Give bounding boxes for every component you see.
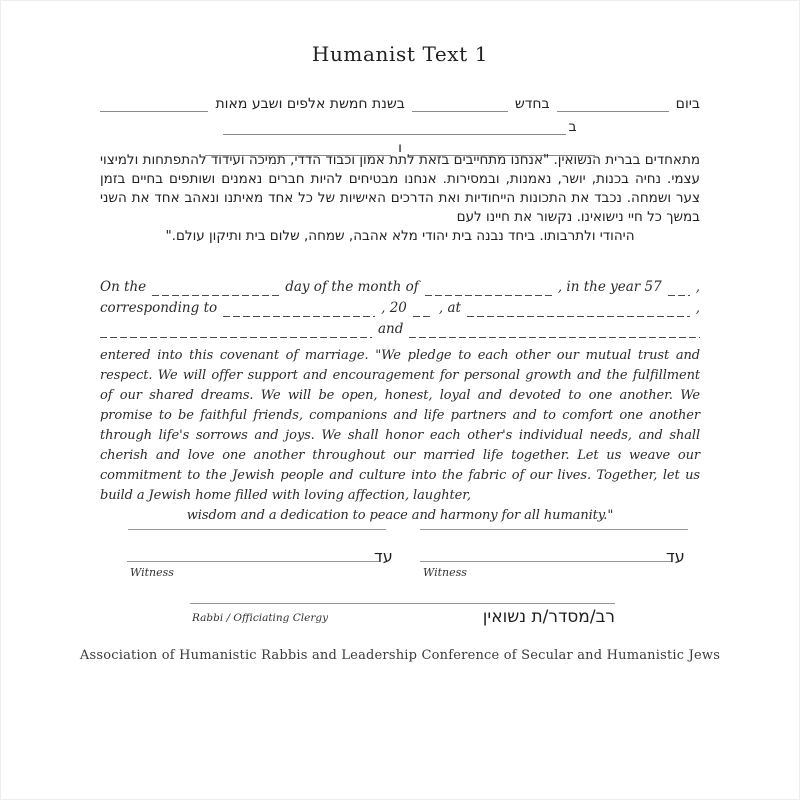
english-names-row [100, 321, 700, 338]
spouse2-signature-line[interactable] [420, 529, 688, 530]
hebrew-and-label: ו [398, 140, 402, 156]
hebrew-date-row [100, 96, 700, 112]
spouse1-signature-line[interactable] [128, 529, 386, 530]
witness1-signature-line[interactable] [127, 561, 379, 562]
english-year-blank[interactable] [668, 281, 690, 296]
witness1-label: Witness [130, 566, 174, 579]
english-place-blank[interactable] [467, 302, 690, 317]
association-footer: Association of Humanistic Rabbis and Leadership Conference of Secular and Humanistic Jews [79, 648, 721, 663]
hebrew-vow-last-line: היהודי ולתרבותו. ביחד נבנה בית יהודי מלא אהבה, שמחה, שלום בית ותיקון עולם." [165, 228, 635, 244]
english-at-label: , at [438, 300, 461, 316]
english-vow-last-line: wisdom and a dedication to peace and harmony for all humanity." [186, 508, 614, 523]
english-month-label: day of the month of [285, 279, 419, 295]
english-vow-text: entered into this covenant of marriage. "We pledge to each other our mutual trust and respect. We will offer support and encouragement for personal growth and the fulfillment of our shared dreams. We will be open, honest, loyal and devoted to one another. We promise to be faithful friends, companions and life partners and to comfort one another through life's sorrows and joys. We shall honor each other's individual needs, and shall cherish and love one another throughout our married life together. Let us weave our commitment to the Jewish people and culture into the fabric of our lives. Together, let us build a Jewish home filled with loving affection, laughter, [100, 348, 700, 503]
english-vow-paragraph [100, 346, 700, 526]
witness2-hebrew-label: עד [666, 547, 685, 566]
hebrew-in-month-label: בחדש [514, 96, 550, 112]
hebrew-month-blank[interactable] [412, 96, 508, 112]
english-secular-year-blank[interactable] [413, 302, 433, 317]
hebrew-on-day-label: ביום [675, 96, 700, 112]
hebrew-place-prefix-label: ב [568, 119, 577, 135]
rabbi-label: Rabbi / Officiating Clergy [192, 612, 329, 624]
english-row1-comma: , [695, 279, 700, 295]
rabbi-hebrew-label: רב/מסדר/ת נשואין [482, 607, 615, 627]
hebrew-year-blank[interactable] [100, 96, 208, 112]
english-year-label: , in the year 57 [557, 279, 662, 295]
english-month-blank[interactable] [425, 281, 552, 296]
hebrew-vow-text: מתאחדים בברית הנשואין. "אנחנו מתחייבים בזאת לתת אמון וכבוד הדדי, תמיכה ועידוד להתפתחות ולמיצוי עצמי. נחיה בכנות, יושר, נאמנות, ובמסירות. אנחנו מבטיחים להיות חברים נאמנים ושותפים בחיים בזמן צער ושמחה. נכבד את התכונות הייחודיות ואת הדרכים האישיות של כל אחד מאיתנו ונאהב אחד את השני במשך כל חיי נישואינו. נקשור את חיינו לעם [100, 152, 700, 225]
hebrew-in-year-label: בשנת חמשת אלפים ושבע מאות [215, 96, 405, 112]
english-and-label: and [378, 321, 404, 337]
english-corresponding-label: corresponding to [100, 300, 218, 316]
english-day-blank[interactable] [152, 281, 279, 296]
hebrew-day-blank[interactable] [557, 96, 669, 112]
witness1-hebrew-label: עד [374, 547, 393, 566]
hebrew-vow-paragraph [100, 151, 700, 246]
english-secular-date-blank[interactable] [223, 302, 375, 317]
witness2-label: Witness [423, 566, 467, 579]
page-title: Humanist Text 1 [311, 42, 489, 66]
english-corresponding-row [100, 300, 700, 317]
english-name2-blank[interactable] [409, 323, 700, 338]
english-row2-comma: , [695, 300, 700, 316]
witness2-signature-line[interactable] [420, 561, 672, 562]
english-20-label: , 20 [381, 300, 407, 316]
hebrew-place-blank[interactable] [223, 119, 566, 135]
english-name1-blank[interactable] [100, 323, 372, 338]
english-date-row [100, 279, 700, 296]
hebrew-place-row [100, 119, 700, 135]
english-on-the-label: On the [100, 279, 147, 295]
rabbi-signature-line[interactable] [190, 603, 615, 604]
